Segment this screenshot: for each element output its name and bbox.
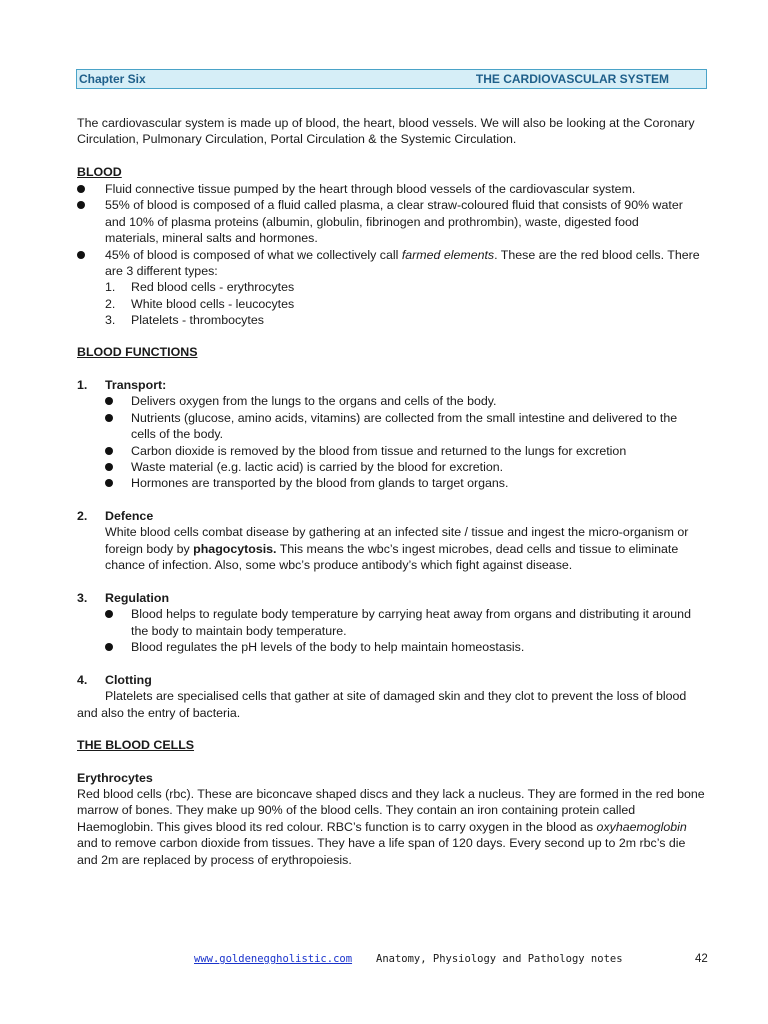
- page-number: 42: [695, 953, 708, 965]
- bullet-icon: [105, 643, 113, 651]
- bullet-icon: [105, 447, 113, 455]
- list-item: Delivers oxygen from the lungs to the organs and cells of the body.: [77, 393, 717, 409]
- list-item: Hormones are transported by the blood from glands to target organs.: [77, 475, 717, 491]
- chapter-header: [76, 69, 707, 89]
- website-link[interactable]: www.goldeneggholistic.com: [194, 953, 353, 965]
- list-item: Blood helps to regulate body temperature by carrying heat away from organs and distributing it around the body to maintain body temperature.: [77, 606, 692, 639]
- bullet-icon: [105, 414, 113, 422]
- subheading-erythrocytes: Erythrocytes: [77, 771, 153, 785]
- bullet-icon: [77, 251, 85, 259]
- bullet-icon: [105, 463, 113, 471]
- bullet-icon: [105, 397, 113, 405]
- list-item: 3. Platelets - thrombocytes: [105, 313, 264, 328]
- intro-paragraph: The cardiovascular system is made up of blood, the heart, blood vessels. We will also be looking at the Coronary Circulation, Pulmonary Circulation, Portal Circulation & the Systemic Circulation.: [77, 116, 695, 147]
- function-clotting: 4. Clotting Platelets are specialised cells that gather at site of damaged skin and they clot to prevent the loss of blood and also the entry of bacteria.: [77, 673, 687, 720]
- list-item: Nutrients (glucose, amino acids, vitamins) are collected from the small intestine and delivered to the cells of the body.: [77, 410, 702, 443]
- footer-title: Anatomy, Physiology and Pathology notes: [376, 953, 623, 965]
- function-defence: 2. Defence White blood cells combat disease by gathering at an infected site / tissue and ingest the micro-organism or foreign body by phagocytosis. This means the wbc’s ingest microbes, dead cells and tissue to eliminate chance of infection. Also, some wbc’s produce antibody’s which fight against disease.: [77, 509, 689, 573]
- list-item: Carbon dioxide is removed by the blood from tissue and returned to the lungs for excretion: [77, 443, 717, 459]
- list-item: 1. Red blood cells - erythrocytes: [105, 280, 295, 295]
- section-heading-blood: BLOOD: [77, 165, 122, 179]
- function-transport: 1. Transport: Delivers oxygen from the lungs to the organs and cells of the body. Nutrients (glucose, amino acids, vitamins) are collected from the small intestine and delivered to the cells of the body. Carbon dioxide is removed by the blood from tissue and returned to the lungs for excretion Waste material (e.g. lactic acid) is carried by the blood for excretion. Hormones are transported by the blood from glands to target organs.: [77, 377, 717, 492]
- list-item: 2. White blood cells - leucocytes: [105, 296, 295, 311]
- list-item: Waste material (e.g. lactic acid) is carried by the blood for excretion.: [77, 459, 717, 475]
- function-regulation: 3. Regulation Blood helps to regulate body temperature by carrying heat away from organs and distributing it around the body to maintain body temperature. Blood regulates the pH levels of the body to help maintain homeostasis.: [77, 590, 717, 656]
- list-item: 55% of blood is composed of a fluid called plasma, a clear straw-coloured fluid that consists of 90% water and 10% of plasma proteins (albumin, globulin, fibrinogen and prothrombin), waste, digested food materials, mineral salts and hormones.: [77, 197, 689, 246]
- bullet-icon: [77, 185, 85, 193]
- bullet-icon: [105, 479, 113, 487]
- list-item: Blood regulates the pH levels of the body to help maintain homeostasis.: [77, 639, 717, 655]
- blood-bullets: [77, 181, 717, 329]
- list-item: 45% of blood is composed of what we collectively call farmed elements. These are the red blood cells. There are 3 different types:: [77, 247, 702, 280]
- bullet-icon: [77, 201, 85, 209]
- bullet-icon: [105, 610, 113, 618]
- chapter-title: THE CARDIOVASCULAR SYSTEM: [475, 72, 669, 86]
- list-item: Fluid connective tissue pumped by the heart through blood vessels of the cardiovascular system.: [77, 181, 717, 197]
- chapter-label: Chapter Six: [79, 72, 146, 86]
- section-heading-functions: BLOOD FUNCTIONS: [77, 345, 198, 359]
- section-heading-cells: THE BLOOD CELLS: [77, 738, 195, 752]
- erythrocytes-paragraph: Red blood cells (rbc). These are biconcave shaped discs and they lack a nucleus. They are formed in the red bone marrow of bones. They make up 90% of the blood cells. They contain an iron containing protein called Haemoglobin. This gives blood its red colour. RBC’s function is to carry oxygen in the blood as oxyhaemoglobin and to remove carbon dioxide from tissues. They have a life span of 120 days. Every second up to 2m rbc’s die and 2m are replaced by process of erythropoiesis.: [77, 787, 705, 867]
